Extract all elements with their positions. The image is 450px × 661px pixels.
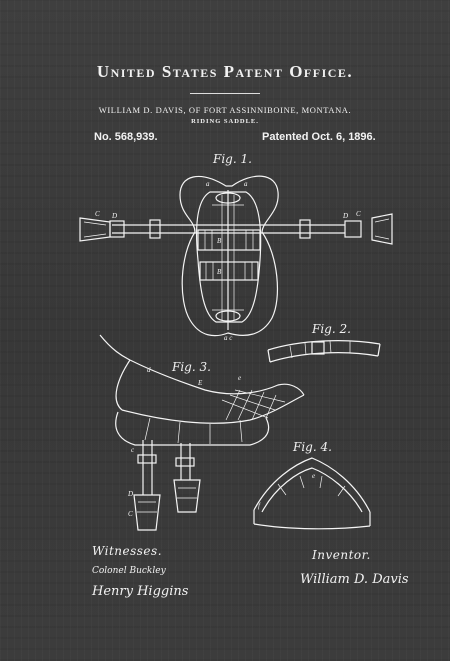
svg-text:a: a	[206, 180, 210, 188]
svg-text:B: B	[217, 268, 222, 276]
fig2-label: Fig. 2.	[312, 322, 351, 336]
svg-text:D: D	[112, 212, 118, 220]
inventor-signature: William D. Davis	[300, 572, 409, 587]
svg-text:a c: a c	[224, 334, 233, 342]
inventor-label: Inventor.	[312, 548, 371, 562]
fig2-drawing	[268, 341, 380, 362]
fig1-drawing	[80, 176, 392, 342]
svg-text:e: e	[312, 472, 316, 480]
fig3-label: Fig. 3.	[172, 360, 211, 374]
patented-date: Patented Oct. 6, 1896.	[262, 131, 376, 143]
patent-number: No. 568,939.	[94, 131, 158, 143]
svg-text:e: e	[238, 374, 242, 382]
svg-text:c: c	[131, 446, 135, 454]
svg-text:B: B	[217, 237, 222, 245]
fig1-label: Fig. 1.	[213, 152, 252, 166]
fig4-drawing	[254, 458, 370, 529]
svg-text:E: E	[198, 379, 203, 387]
patent-subject: RIDING SADDLE.	[191, 118, 259, 125]
svg-text:D: D	[128, 490, 134, 498]
witnesses-label: Witnesses.	[92, 544, 163, 558]
svg-text:C: C	[128, 510, 133, 518]
svg-text:a: a	[244, 180, 248, 188]
svg-text:d: d	[147, 366, 151, 374]
svg-text:D: D	[343, 212, 349, 220]
witness-signature-2: Henry Higgins	[92, 584, 189, 599]
svg-text:C: C	[356, 210, 361, 218]
witness-signature-1: Colonel Buckley	[92, 566, 166, 576]
fig4-label: Fig. 4.	[293, 440, 332, 454]
office-title: United States Patent Office.	[96, 62, 354, 81]
svg-text:f: f	[258, 502, 260, 510]
svg-text:C: C	[95, 210, 100, 218]
inventor-line: WILLIAM D. DAVIS, OF FORT ASSINNIBOINE, MONTANA.	[98, 105, 352, 115]
